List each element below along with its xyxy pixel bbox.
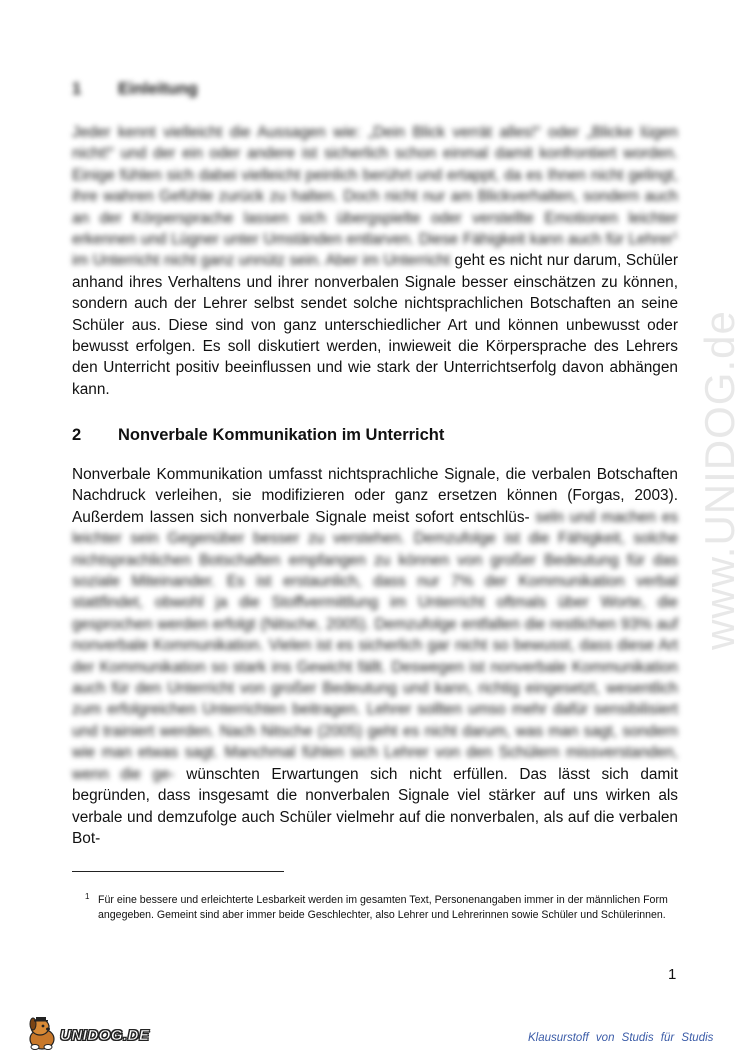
section-1-visible-text: geht es nicht nur darum, Schüler anhand ihres Verhaltens und ihrer nonverbalen Signale besser einschätzen zu können, sondern auch der Lehrer selbst sendet solche nichtsprachlichen Botschaften an seine Schüler aus. Diese sind von ganz unterschiedlicher Art und können unbewusst oder bewusst erfolgen. Es soll diskutiert werden, inwieweit die Körpersprache des Lehrers den Unterricht positiv beeinflussen und wie stark der Unterrichtserfolg davon abhängen kann.: [72, 252, 678, 398]
footnote-text: Für eine bessere und erleichterte Lesbarkeit werden im gesamten Text, Personenangaben immer in der männlichen Form angegeben. Gemeint sind aber immer beide Geschlechter, also Lehrer und Lehrerinnen sowie Schüler und Schülerinnen.: [98, 894, 668, 921]
section-1-number: 1: [72, 80, 82, 98]
footer-slogan: Klausurstoff von Studis für Studis: [528, 1032, 714, 1044]
section-2-blurred-text: seln und machen es leichter sein Gegenüber besser zu verstehen. Demzufolge ist die Fähigkeit, solche nichtsprachlichen Botschaften empfangen zu können von großer Bedeutung für das soziale Miteinander. Es ist erstaunlich, dass nur 7% der Kommunikation verbal stattfindet, obwohl ja die Stoffvermittlung im Unterricht oftmals über Worte, die gesprochen werden erfolgt (Nitsche, 2005). Demzufolge entfallen die restlichen 93% auf nonverbale Kommunikation. Vielen ist es sicherlich gar nicht so bewusst, dass diese Art der Kommunikation so stark ins Gewicht fällt. Deswegen ist nonverbale Kommunikation auch für den Unterricht von großer Bedeutung und kann, richtig eingesetzt, wesentlich zum erfolgreichen Unterrichten beitragen. Lehrer sollten umso mehr dafür sensibilisiert und trainiert werden. Nach Nitsche (2005) geht es nicht darum, was man sagt, sondern wie man etwas sagt. Manchmal fühlen sich Lehrer von den Schülern missverstanden, wenn die ge-: [72, 508, 679, 783]
logo-text: UNIDOG.DE: [60, 1027, 150, 1044]
section-1-title: Einleitung: [118, 80, 198, 98]
section-2-title: Nonverbale Kommunikation im Unterricht: [118, 426, 445, 444]
section-2-heading: [72, 426, 444, 445]
footnote-separator: [72, 871, 284, 872]
page-number: 1: [668, 966, 677, 983]
section-2-visible-text-2: wünschten Erwartungen sich nicht erfüllen. Das lässt sich damit begründen, dass insgesamt die nonverbalen Signale viel stärker auf uns wirken als verbale und demzufolge auch Schüler vielmehr auf die nonverbalen, als auf die verbalen Bot-: [72, 765, 678, 847]
footnote-mark: 1: [85, 892, 90, 901]
unidog-logo: [22, 1015, 157, 1051]
watermark-text: www.UNIDOG.de: [696, 310, 743, 650]
section-2-paragraph: [72, 464, 678, 849]
section-1-blurred-text: Jeder kennt vielleicht die Aussagen wie: „Dein Blick verrät alles!“ oder „Blicke lügen nicht!“ und der ein oder andere ist sicherlich schon einmal damit konfrontiert worden. Einige fühlen sich dabei vielleicht peinlich berührt und ertappt, da es Ihnen nicht gelingt, ihre wahren Gefühle zurück zu halten. Doch nicht nur am Blickverhalten, sondern auch an der Körpersprache lassen sich übergspielte oder verstellte Emotionen leichter erkennen und Lügner unter Umständen entlarven. Diese Fähigkeit kann auch für Lehrer: [72, 124, 678, 249]
section-1-heading: [72, 80, 198, 99]
watermark: [690, 210, 750, 750]
section-1-paragraph: [72, 122, 678, 400]
dog-mascot-icon: [22, 1015, 62, 1051]
footnote: [85, 892, 678, 922]
section-2-number: 2: [72, 426, 82, 444]
section-2-visible-text: Nonverbale Kommunikation umfasst nichtsprachliche Signale, die verbalen Botschaften Nachdruck verleihen, sie modifizieren oder ganz ersetzen können (Forgas, 2003). Außerdem lassen sich nonverbale Signale meist sofort entschlüs-: [72, 466, 678, 526]
footnote-reference: 1: [672, 229, 678, 240]
section-1-blurred-text-2: im Unterricht nicht ganz unnütz sein. Aber im Unterricht: [72, 252, 451, 270]
